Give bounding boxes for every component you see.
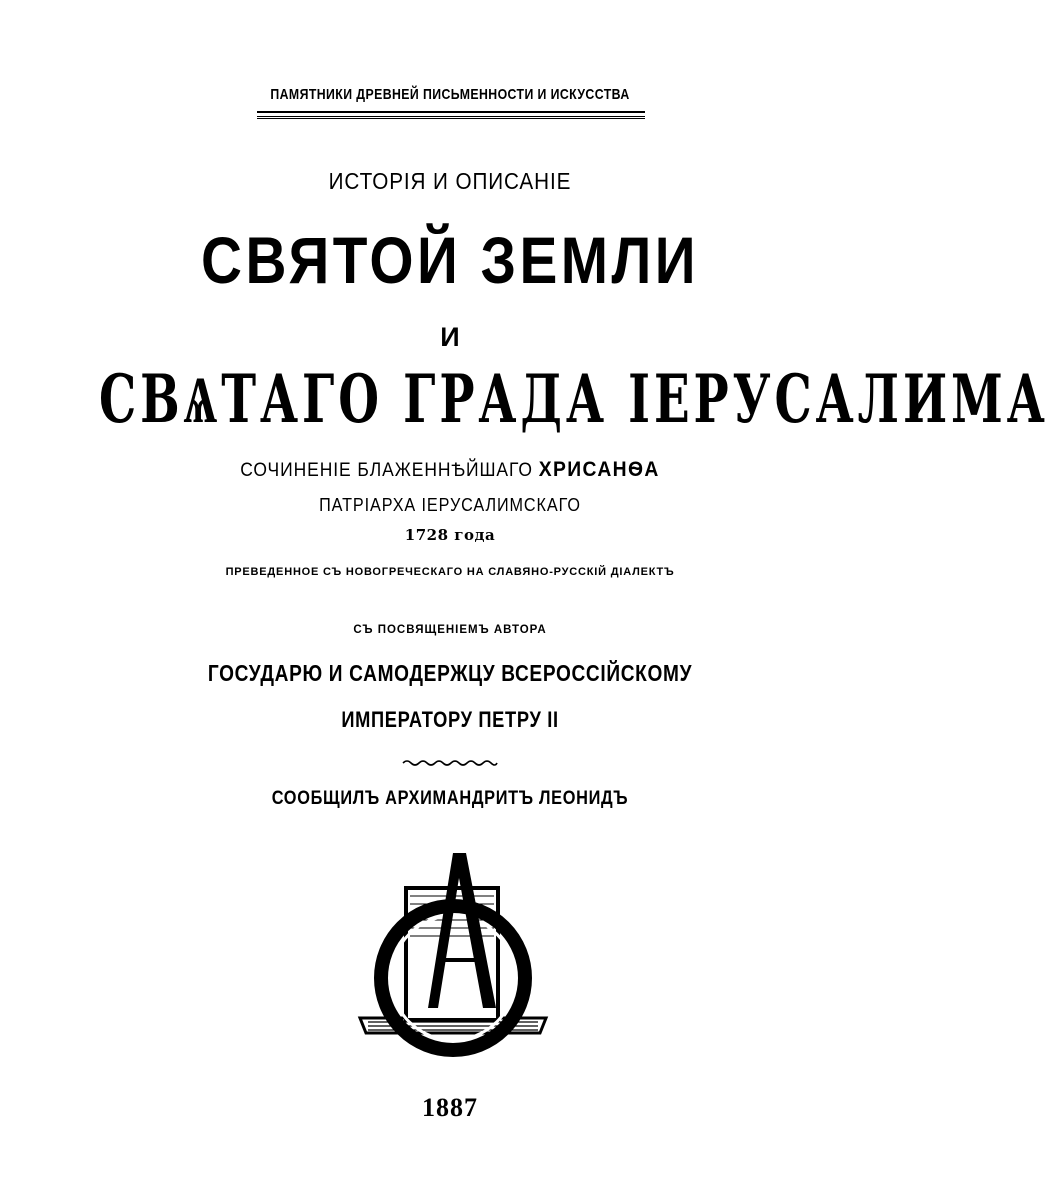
slavonic-title: СВѦТАГО ГРАДА ІЕРУСАЛИМА (99, 361, 1049, 439)
wavy-ornament-icon (401, 757, 499, 769)
dedicatee-line-2: ИМПЕРАТОРУ ПЕТРУ II (341, 707, 559, 732)
translation-note: ПРЕВЕДЕННОЕ СЪ НОВОГРЕЧЕСКАГО НА СЛАВЯНО-РУССКІЙ ДІАЛЕКТЪ (225, 566, 675, 578)
communicator: СООБЩИЛЪ АРХИМАНДРИТЪ ЛЕОНИДЪ (271, 788, 629, 809)
series-title: ПАМЯТНИКИ ДРЕВНЕЙ ПИСЬМЕННОСТИ И ИСКУССТВА (270, 86, 630, 103)
author-line (36, 458, 864, 482)
rule-divider-secondary (257, 118, 645, 119)
subtitle: ИСТОРІЯ И ОПИСАНІЕ (328, 168, 572, 194)
author-prefix: СОЧИНЕНІЕ БЛАЖЕННѢЙШАГО (240, 460, 533, 481)
dedication-note: СЪ ПОСВЯЩЕНІЕМЪ АВТОРА (353, 624, 547, 636)
main-title: СВЯТОЙ ЗЕМЛИ (201, 223, 699, 297)
publication-year: 1887 (422, 1093, 478, 1122)
society-emblem-icon (348, 848, 558, 1068)
author-title: ПАТРІАРХА ІЕРУСАЛИМСКАГО (319, 495, 581, 515)
year-written: 1728 года (404, 526, 496, 544)
author-name: ХРИСАНѲА (538, 458, 660, 481)
title-conjunction: И (440, 322, 460, 352)
double-rule-divider (257, 111, 645, 117)
dedicatee-line-1: ГОСУДАРЮ И САМОДЕРЖЦУ ВСЕРОССІЙСКОМУ (207, 660, 693, 686)
